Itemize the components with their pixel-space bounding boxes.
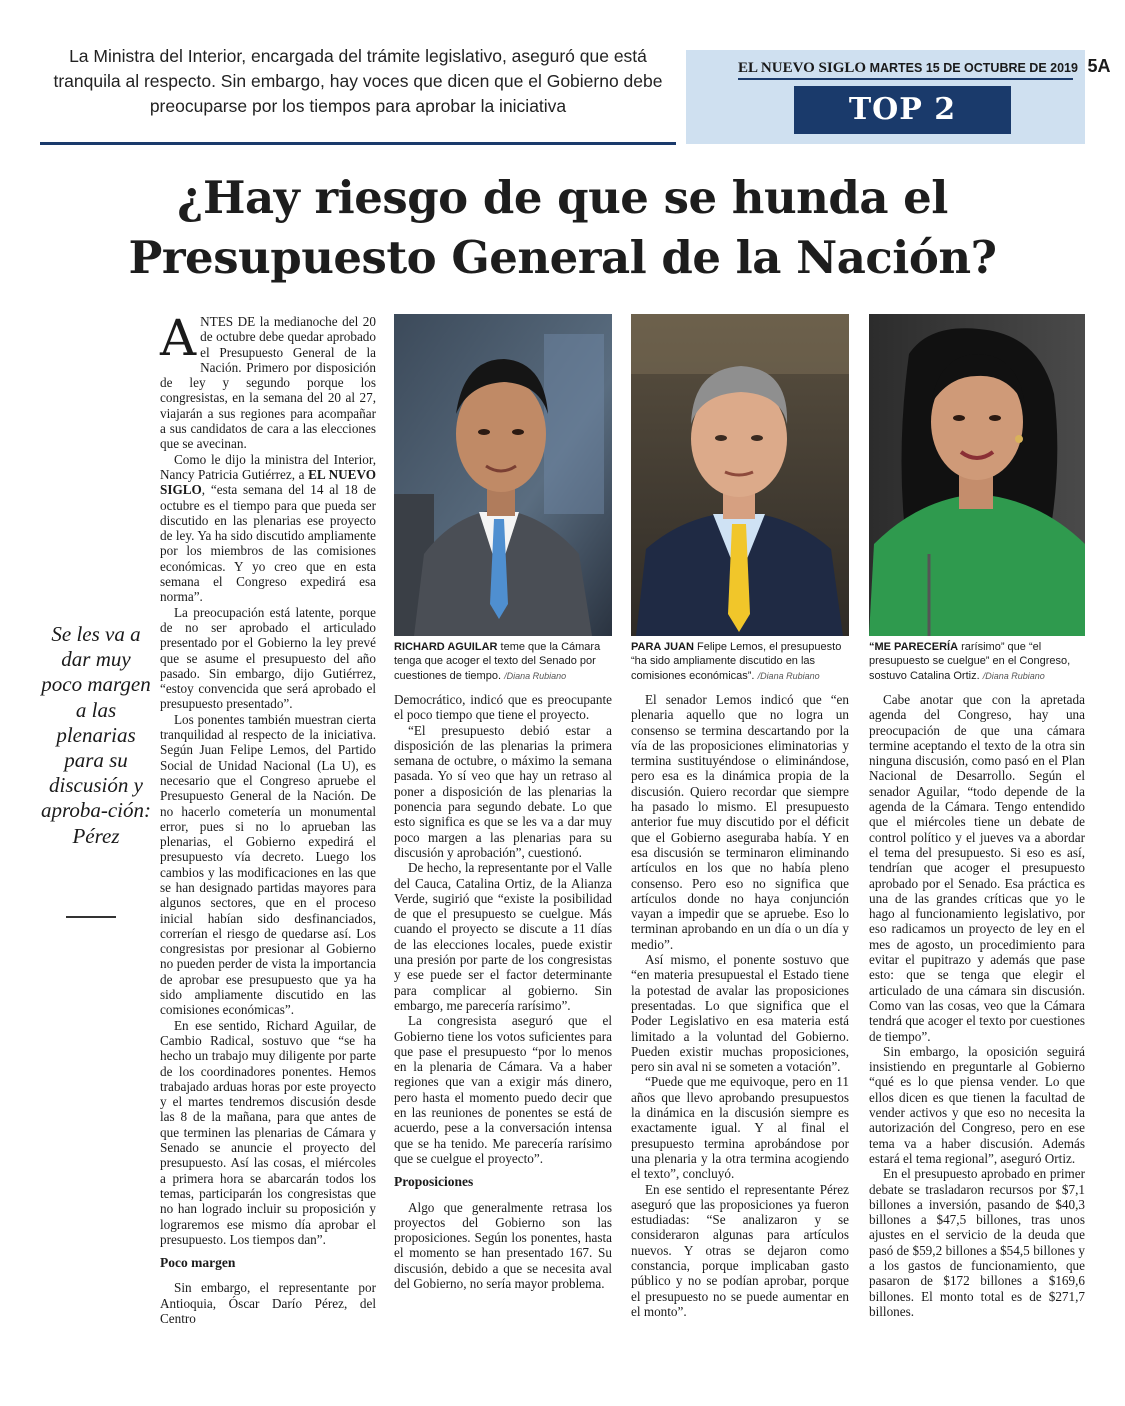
portrait-3-image xyxy=(869,314,1085,636)
headline xyxy=(60,168,1065,288)
article-paragraph: Cabe anotar que con la apretada agenda del Congreso, hay una preocupación de que una cámara termine aceptando el texto de la otra sin ninguna discusión, como pasó en el Plan Nacional de Desarrollo. Según el senador Aguilar, “todo depende de la agenda de la Cámara. Tengo entendido que el miércoles tiene un debate de control político y el jueves va a abordar el tema del presupuesto. Si eso es así, tendrían que acoger el presupuesto aprobado por el Senado. Esa práctica es una de las grandes críticas que yo le hago al funcionamiento legislativo, por eso radicamos un proyecto de ley en el mes de agosto, un procedimiento para evitar el pupitrazo y además que pase esto: que se tenga que elegir el articulado de una cámara sin discusión. Como van las cosas, veo que la Cámara tendrá que acoger el texto por cuestiones de tiempo”. xyxy=(869,692,1085,1044)
article-paragraph: Como le dijo la ministra del Interior, Nancy Patricia Gutiérrez, a EL NUEVO SIGLO, “esta semana del 14 al 18 de octubre es el tiempo para que pueda ser discutido en las plenarias ese proyecto de ley. Ya ha sido discutido ampliamente por los miembros de las comisiones económicas. Y yo creo que en esta semana el Congreso expedirá esa norma”. xyxy=(160,451,376,605)
article-paragraph: En el presupuesto aprobado en primer debate se trasladaron recursos por $7,1 billones a inversión, pasando de $40,3 billones a $47,5 billones, tras unos ajustes en el servicio de la deuda que pasó de $59,2 billones a $54,5 billones y a los gastos de funcionamiento, que pasaron de $172 billones a $169,6 billones. El monto total es de $271,7 billones. xyxy=(869,1166,1085,1319)
article-paragraph: Sin embargo, el representante por Antioquia, Óscar Darío Pérez, del Centro xyxy=(160,1280,376,1326)
article-paragraph: El senador Lemos indicó que “en plenaria aquello que no logra un consenso se termina descartando por la vía de las proposiciones eliminatorias y termina sustituyéndose o eliminándose, pero esa es la dinámica propia de la discusión. Quiero recordar que siempre ha pasado lo mismo. El presupuesto anterior fue muy discutido por el déficit que el Gobierno aseguraba había. Y en esa discusión se terminaron eliminando artículos en los que no había pleno consenso. Pero eso no significa que artículos donde no haya conjunción vayan a impedir que se apruebe. Eso lo terminan aprobando en un día o un día y medio”. xyxy=(631,692,849,952)
article-column-4 xyxy=(869,692,1085,1319)
portrait-1-image xyxy=(394,314,612,636)
article-paragraph: Algo que generalmente retrasa los proyectos del Gobierno son las proposiciones. Según los ponentes, hasta el momento se han presentado 167. Su discusión, debido a que se necesita aval del Gobierno, no sería mayor problema. xyxy=(394,1199,612,1291)
masthead-date: MARTES 15 DE OCTUBRE DE 2019 xyxy=(869,61,1078,75)
photo-credit: /Diana Rubiano xyxy=(504,670,567,681)
pull-quote: Se les va a dar muy poco margen a las plenarias para su discusión y aproba-ción: Pérez xyxy=(40,622,152,848)
photo-credit: /Diana Rubiano xyxy=(982,670,1045,681)
headline-line-1: ¿Hay riesgo de que se hunda el xyxy=(177,171,948,224)
article-column-1 xyxy=(160,309,376,1326)
article-paragraph: La preocupación está latente, porque de no ser aprobado el articulado presentado por el Gobierno la ley prevé que se asume el presupuesto del año pasado. Sin embargo, dijo Gutiérrez, “estoy convencida que será aprobado el presupuesto presentado”. xyxy=(160,604,376,712)
portrait-2-image xyxy=(631,314,849,636)
article-paragraph: “Puede que me equivoque, pero en 11 años que llevo aprobando presupuestos la dinámica en la discusión siempre es exactamente igual. Y al final el presupuesto termina aprobándose por una plenaria y la otra termina acogiendo el texto”, concluyó. xyxy=(631,1074,849,1182)
section-label: TOP 2 xyxy=(794,86,1011,134)
drop-cap: A xyxy=(160,309,197,367)
masthead-paper: EL NUEVO SIGLO xyxy=(738,60,867,76)
article-column-3 xyxy=(631,692,849,1319)
photo-catalina-ortiz xyxy=(869,314,1085,636)
article-paragraph: Los ponentes también muestran cierta tranquilidad al respecto de la iniciativa. Según Juan Felipe Lemos, del Partido Social de Unidad Nacional (La U), es necesario que el Congreso apruebe el Presupuesto General de la Nación. De no hacerlo cometería un monumental error, pues si no lo aprueban las plenarias, el Gobierno expedirá el presupuesto vía decreto. Luego los cambios y las modificaciones en las que se han designado partidas mayores para algunos sectores, que en el proceso inicial habían sido desfinanciados, correrían el riesgo de quedarse así. Los congresistas por presionar al Gobierno no pueden perder de vista la importancia de aprobar ese presupuesto que ya ha sido ampliamente discutido en las comisiones económicas”. xyxy=(160,711,376,1018)
photo-credit: /Diana Rubiano xyxy=(757,670,820,681)
article-paragraph: En ese sentido, Richard Aguilar, de Cambio Radical, sostuvo que “se ha hecho un trabajo muy diligente por parte de los coordinadores ponentes. Hemos trabajado arduas horas por este proyecto y el martes tendremos discusión desde las 8 de la mañana, para que antes de que terminen las plenarias de Cámara y Senado se anuncie el proyecto del presupuesto. Así las cosas, el miércoles a primera hora se abarcarán todos los temas, participarán los congresistas que no han logrado incluir su proposición y lograremos ese mismo día aprobar el presupuesto. Los tiempos dan”. xyxy=(160,1017,376,1247)
lead-in: NTES DE xyxy=(200,314,256,329)
page-number: 5A xyxy=(1087,56,1111,76)
kicker-text: La Ministra del Interior, encargada del trámite legislativo, aseguró que está tranquila al respecto. Sin embargo, hay voces que dicen que el Gobierno debe preocuparse por los tiempos para aprobar la iniciativa xyxy=(53,46,663,116)
article-paragraph: La congresista aseguró que el Gobierno tiene los votos suficientes para que pase el presupuesto “por lo menos en la plenaria de Cámara. Va a haber regiones que van a exigir más dinero, pero hasta el momento puedo decir que en las reuniones de ponentes se está de acuerdo, pese a la conversación intensa que se ha tenido. Me parecería rarísimo que se cuelgue el proyecto”. xyxy=(394,1013,612,1166)
headline-line-2: Presupuesto General de la Nación? xyxy=(128,231,997,284)
kicker-divider xyxy=(40,142,676,145)
subheading: Proposiciones xyxy=(394,1174,474,1190)
article-paragraph: “El presupuesto debió estar a disposición de las plenarias la primera semana de octubre, o máximo la semana pasada. Yo sí veo que hay un retraso al poner a disposición de las plenarias la ponencia para segundo debate. Lo que esto significa es que se les va a dar muy poco margen a las plenarias para su discusión y aprobación”, cuestionó. xyxy=(394,722,612,860)
article-column-2 xyxy=(394,692,612,1291)
masthead xyxy=(738,56,1111,80)
article-paragraph: ANTES DE la medianoche del 20 de octubre debe quedar aprobado el Presupuesto General de la Nación. Primero por disposición de ley y segundo porque los congresistas, en la semana del 20 al 27, viajarán a sus regiones para acompañar a sus candidatos de cara a las elecciones que se avecinan. xyxy=(160,309,376,452)
article-paragraph: En ese sentido el representante Pérez aseguró que las proposiciones ya fueron estudiadas: “Se analizaron y se consideraron algunas para artículos nuevos. Y otras se dejaron como constancia, porque implicaban gasto público y no se podían aprobar, porque el presupuesto no se puede aumentar en el monto”. xyxy=(631,1181,849,1319)
photo-richard-aguilar xyxy=(394,314,612,636)
photo-caption-3: “ME PARECERÍA rarísimo” que “el presupuesto se cuelgue” en el Congreso, sostuvo Catalina Ortiz. /Diana Rubiano xyxy=(869,641,1071,682)
article-paragraph: De hecho, la representante por el Valle del Cauca, Catalina Ortiz, de la Alianza Verde, sugirió que “existe la posibilidad de que el presupuesto se cuelgue. Más cuando el proyecto se discute a 11 días de las elecciones locales, puede existir una presión por parte de los congresistas y ese puede ser el factor determinante para complicar al gobierno. Sin embargo, me parecería rarísimo”. xyxy=(394,860,612,1013)
article-paragraph: Sin embargo, la oposición seguirá insistiendo en preguntarle al Gobierno “qué es lo que piensa vender. Lo que ellos dicen es que tienen la facultad de vender activos y que eso no necesita la autorización del Congreso, pero en ese tema va a haber discusión. Además estará el tema regional”, aseguró Ortiz. xyxy=(869,1043,1085,1166)
paper-name: EL NUEVO SIGLO xyxy=(160,466,376,498)
masthead-divider xyxy=(738,78,1073,80)
photo-juan-felipe-lemos xyxy=(631,314,849,636)
subheading: Poco margen xyxy=(160,1255,236,1271)
photo-caption-1: RICHARD AGUILAR teme que la Cámara tenga que acoger el texto del Senado por cuestiones de tiempo. /Diana Rubiano xyxy=(394,641,601,682)
photo-caption-2: PARA JUAN Felipe Lemos, el presupuesto “ha sido ampliamente discutido en las comisiones económicas”. /Diana Rubiano xyxy=(631,641,842,682)
article-paragraph: Así mismo, el ponente sostuvo que “en materia presupuestal el Estado tiene la potestad de avalar las proposiciones presentadas. Lo que significa que el Poder Legislativo en esa materia está limitado a la voluntad del Gobierno. Pueden existir muchas proposiciones, pero sin aval ni se someten a votación”. xyxy=(631,952,849,1075)
pull-quote-rule xyxy=(66,916,116,918)
article-paragraph: Democrático, indicó que es preocupante el poco tiempo que tiene el proyecto. xyxy=(394,692,612,723)
